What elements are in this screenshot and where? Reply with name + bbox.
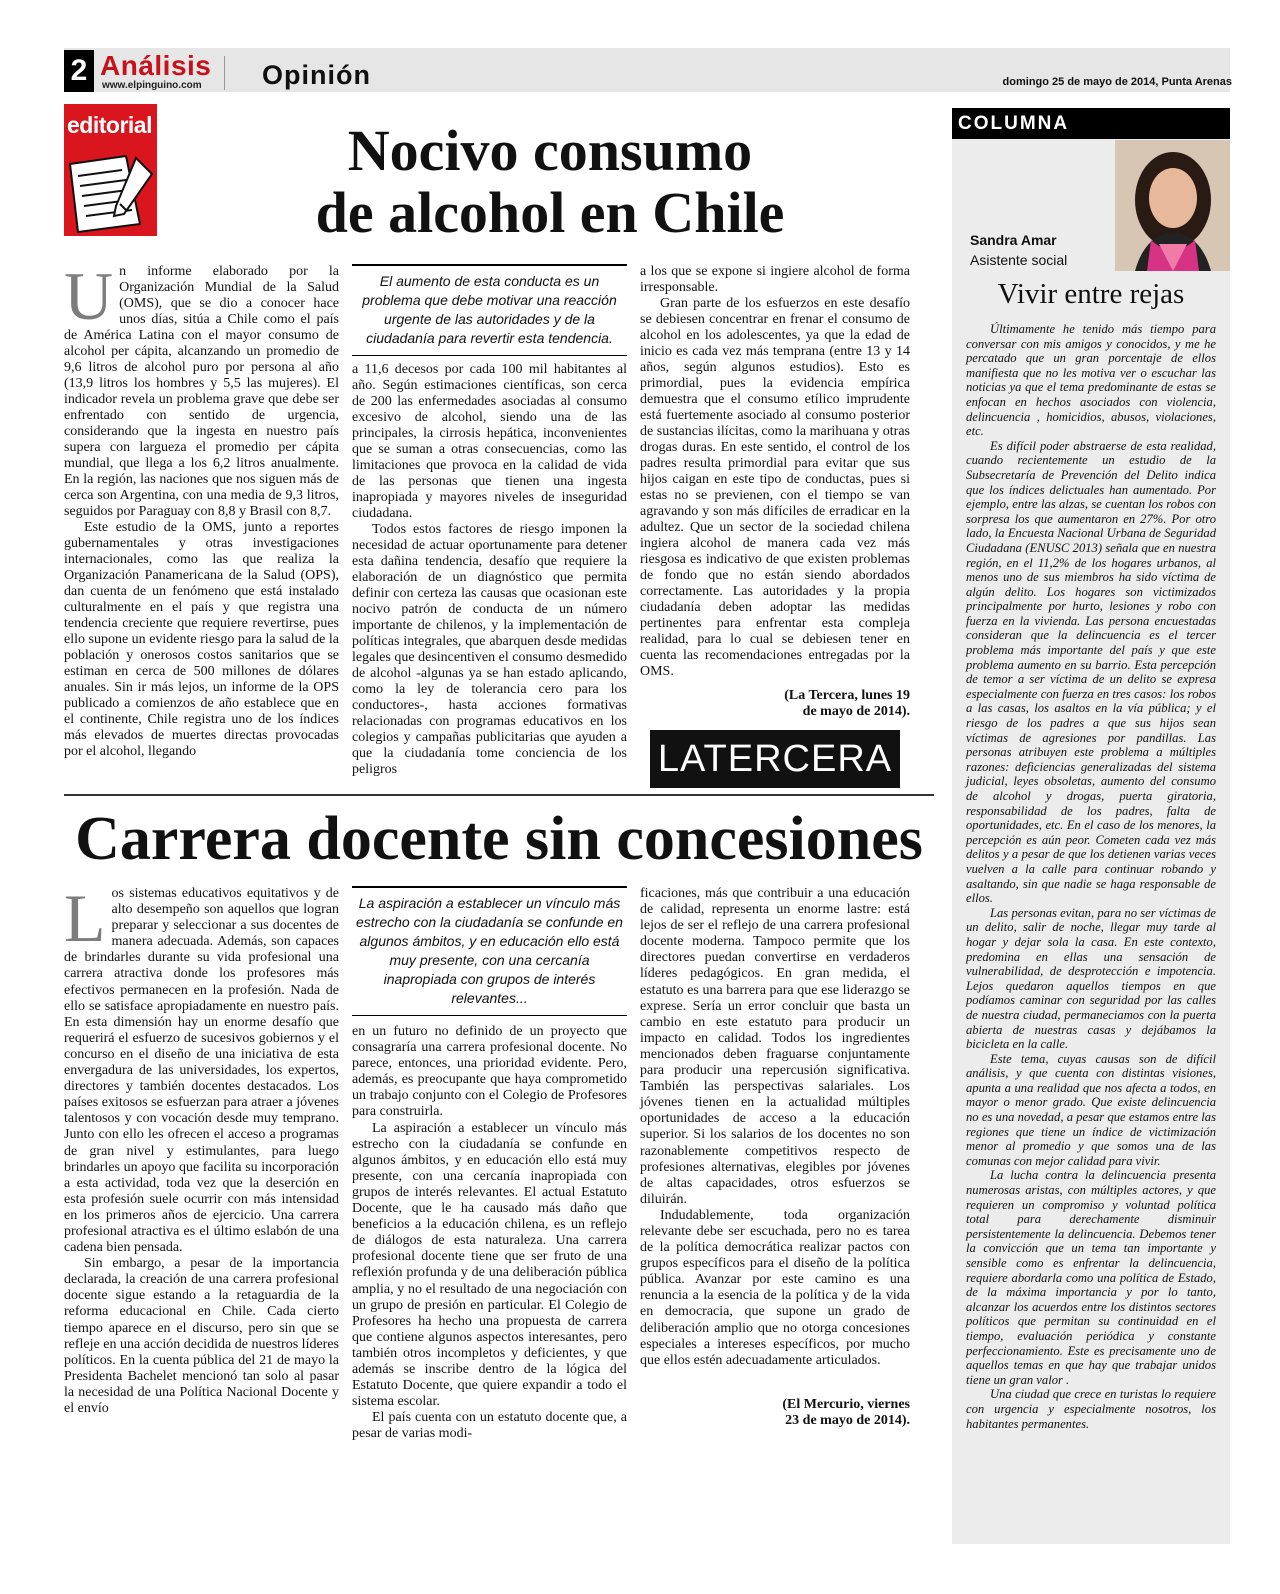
brand-logo: Análisis — [100, 50, 212, 81]
carrera-source-line1: (El Mercurio, viernes — [782, 1396, 910, 1412]
article-divider — [64, 794, 934, 796]
brand-url: www.elpinguino.com — [102, 80, 202, 91]
editorial-source — [640, 688, 910, 720]
author-portrait-icon — [1115, 140, 1230, 271]
pen-paper-icon — [64, 104, 157, 236]
carrera-paragraph: El país cuenta con un estatuto docente que, a pesar de varias modi- — [352, 1410, 627, 1442]
editorial-paragraph: Este estudio de la OMS, junto a reportes gubernamentales y otras investigaciones internacionales, como las que realiza la Organización Panamericana de la Salud (OPS), dan cuenta de un fenómeno que está instalado culturalmente en el país y que registra una tendencia creciente que requiere revertirse, pues ello supone un evidente riesgo para la salud de la población y onerosos costos sanitarios que se estiman en cerca de 500 millones de dólares anuales. Sin ir más lejos, un informe de la OPS publicado a comienzos de año establece que en el continente, Chile registra uno de los índices más elevados de muertes directas provocadas por el alcohol, llegando — [64, 520, 339, 759]
column-header: COLUMNA — [952, 108, 1230, 139]
carrera-source-line2: 23 de mayo de 2014). — [785, 1412, 910, 1428]
carrera-paragraph: Indudablemente, toda organización relevante debe ser escuchada, pero no es tarea de la política democrática realizar pactos con grupos específicos para el diseño de la política pública. Avanzar por este camino es una renuncia a la esencia de la política y de la vida en democracia, que supone un grado de deliberación amplio que no otorga concesiones especiales a intereses específicos, por mucho que ellos estén adecuadamente articulados. — [640, 1207, 910, 1368]
carrera-paragraph: Sin embargo, a pesar de la importancia declarada, la creación de una carrera profesional docente sigue estando a la retaguardia de la reforma educacional en Chile. Cada cierto tiempo aparece en el discurso, pero sin que se refleje en una acción decidida de nuestros líderes políticos. En la cuenta pública del 21 de mayo la Presidenta Bachelet mencionó tan solo al pasar la necesidad de una Política Nacional Docente y el envío — [64, 1256, 339, 1416]
carrera-headline: Carrera docente sin concesiones — [75, 805, 923, 873]
editorial-column-2 — [352, 264, 627, 778]
carrera-pullquote: La aspiración a establecer un vínculo más estrecho con la ciudadanía se confunde en algunos ámbitos, y en educación ello está muy presente, con una cercanía inapropiada con grupos de interés relevantes... — [352, 886, 627, 1016]
column-body — [966, 322, 1216, 1431]
editorial-paragraph: Gran parte de los esfuerzos en este desafío se debiesen concentrar en frenar el consumo de alcohol en los adolescentes, ya que la edad de inicio es cada vez más temprana (entre 13 y 14 años, según algunos estudios). Esto es primordial, pues la evidencia empírica demuestra que el consumo etílico imprudente está fuertemente asociado al consumo posterior de sustancias ilícitas, como la marihuana y otras drogas duras. En este sentido, el control de los padres resulta primordial para evitar que sus hijos caigan en este tipo de conductas, pues si estas no se previenen, con el tiempo se van agravando y son más difíciles de erradicar en la adultez. Que un sector de la sociedad chilena ingiera alcohol de manera cada vez más riesgosa es indicativo de que existen problemas de fondo que no están siendo abordados correctamente. Las autoridades y la propia ciudadanía deben adoptar las medidas pertinentes para enfrentar esta compleja realidad, para lo cual se debiesen tener en cuenta las recomendaciones entregadas por la OMS. — [640, 296, 910, 679]
carrera-column-2 — [352, 886, 627, 1442]
editorial-badge — [64, 104, 157, 236]
editorial-dropcap: U — [64, 258, 114, 334]
column-paragraph: Las personas evitan, para no ser víctimas de un delito, salir de noche, llegar muy tarde al hogar y dejar sola la casa. En este contexto, predomina en ellas una sensación de vulnerabilidad, de desprotección e impotencia. Lejos quedaron aquellos tiempos en que podíamos caminar con seguridad por las calles de nuestra ciudad, permaneciamos con la puerta abierta de nuestras casas y dejábamos la bicicleta en la calle. — [966, 905, 1216, 1052]
carrera-source — [640, 1397, 910, 1429]
carrera-paragraph: ficaciones, más que contribuir a una educación de calidad, representa un enorme lastre: está lejos de ser el reflejo de una carrera profesional docente moderna. Tampoco permite que los directores puedan convertirse en verdaderos líderes pedagógicos. En gran medida, el estatuto es una barrera para que ese liderazgo se exprese. Sería un error concluir que basta un cambio en este estatuto para producir un impacto en calidad. Todos los ingredientes mencionados deben fraguarse conjuntamente para producir una repercusión significativa. También las perspectivas salariales. Los jóvenes tienen en la actualidad múltiples oportunidades de acceso a la educación superior. Si los salarios de los docentes no son razonablemente competitivos respecto de profesiones alternativas, elegibles por jóvenes de altas capacidades, otros esfuerzos se diluirán. — [640, 886, 910, 1207]
carrera-column-1 — [64, 880, 339, 1417]
carrera-column-3 — [640, 886, 910, 1429]
issue-date: domingo 25 de mayo de 2014, Punta Arenas — [1002, 76, 1232, 88]
editorial-paragraph: a 11,6 decesos por cada 100 mil habitantes al año. Según estimaciones científicas, son cerca de 200 las enfermedades asociadas al consumo excesivo de alcohol, siendo una de las principales, la cirrosis hepática, inconvenientes que se suman a otras consecuencias, como las limitaciones que provoca en la calidad de vida de las personas que tienen una ingesta inapropiada y mayores niveles de inseguridad ciudadana. — [352, 362, 627, 521]
column-paragraph: Es difícil poder abstraerse de esta realidad, cuando recientemente un estudio de la Subsecretaría de Prevención del Delito indica que los índices delictuales han aumentado. Por ejemplo, entre las alzas, se cuentan los robos con sorpresa los que aumentaron en 27%. Por otro lado, la Encuesta Nacional Urbana de Seguridad Ciudadana (ENUSC 2013) señala que en nuestra región, en el 11,2% de los hogares urbanos, al menos uno de sus miembros ha sido víctima de algún delito. Los hogares son victimizados principalmente por hurto, lesiones y robo con fuerza en la vivienda. Las persona encuestadas consideran que la delincuencia es el tercer problema más importante del país y que este problema aumento en su barrio. Esta percepción de temor a ser víctima de un delito se expresa especialmente con fuerza en tres casos: los robos a las casas, los asaltos en la vía pública; y el riesgo de los padres a que sus hijos sean víctimas de agresiones por pandillas. Las personas atribuyen este problema a múltiples razones: deficiencias generalizadas del sistema judicial, leyes obsoletas, aumento del consumo de alcohol y drogas, puerta giratoria, responsabilidad de los padres, falta de oportunidades, etc. En el caso de los menores, la percepción es aún peor. Cometen cada vez más delitos y a pesar de que los detienen varias veces vuelven a la calle para continuar robando y asaltando, sin que nadie se haga responsable de ellos. — [966, 438, 1216, 906]
editorial-headline — [240, 120, 860, 244]
carrera-dropcap: L — [64, 880, 106, 956]
column-paragraph: Este tema, cuyas causas son de difícil análisis, y que cuenta con distintas visiones, apunta a una realidad que nos afecta a todos, en mayor o menor grado. Que existe delincuencia no es una novedad, a pesar que estamos entre las regiones que tiene un índice de victimización menor al promedio y que somos una de las comunas con mejor calidad para vivir. — [966, 1051, 1216, 1168]
column-paragraph: Una ciudad que crece en turistas lo requiere con urgencia y especialmente nosotros, los habitantes permanentes. — [966, 1387, 1216, 1431]
page-number: 2 — [64, 50, 94, 92]
author-role: Asistente social — [970, 252, 1068, 268]
editorial-source-line1: (La Tercera, lunes 19 — [784, 688, 910, 703]
column-title: Vivir entre rejas — [997, 278, 1185, 310]
editorial-headline-line2: de alcohol en Chile — [315, 180, 785, 245]
carrera-paragraph: La aspiración a establecer un vínculo más estrecho con la ciudadanía se confunde en algunos ámbitos, y en educación ello está muy presente, con una cercanía inapropiada con grupos de interés relevantes. El actual Estatuto Docente, que le ha causado más daño que beneficios a la educación chilena, es un reflejo de diálogos de esta naturaleza. Una carrera profesional docente tiene que ser fruto de una reflexión profunda y de una deliberación pública amplia, y no el resultado de una negociación con un grupo de presión en particular. El Colegio de Profesores ha hecho una propuesta de carrera que contiene algunos aspectos interesantes, pero también otros incompletos y deficientes, y que además se inscribe dentro de la lógica del Estatuto Docente, que quiere expandir a todo el sistema escolar. — [352, 1120, 627, 1410]
carrera-paragraph: en un futuro no definido de un proyecto que consagraría una carrera profesional docente. No parece, entonces, una prioridad evidente. Pero, además, es preocupante que haya comprometido un trabajo conjunto con el Colegio de Profesores para construirla. — [352, 1024, 627, 1120]
author-name: Sandra Amar — [970, 232, 1057, 248]
editorial-pullquote: El aumento de esta conducta es un problema que debe motivar una reacción urgente de las autoridades y de la ciudadanía para revertir esta tendencia. — [352, 264, 627, 356]
editorial-badge-label: editorial — [67, 112, 152, 138]
la-tercera-logo: LATERCERA — [650, 730, 900, 788]
editorial-headline-line1: Nocivo consumo — [347, 118, 753, 183]
carrera-paragraph: os sistemas educativos equitativos y de alto desempeño son aquellos que logran preparar y seleccionar a sus docentes de manera adecuada. Además, son capaces de brindarles durante su vida profesional una carrera atractiva donde los profesores más efectivos permanecen en la profesión. Nada de ello se satisface apropiadamente en nuestro país. En esta dimensión hay un enorme desafío que requerirá el esfuerzo de sucesivos gobiernos y el concurso en el diseño de una iniciativa de esta envergadura de las universidades, los expertos, directores y también docentes destacados. Los países exitosos se esfuerzan para atraer a jóvenes talentosos y con vocación desde muy temprano. Junto con ello les ofrecen el acceso a programas de gran nivel y estimulantes, para luego brindarles un apoyo que facilita su incorporación a esta actividad, toda vez que la deserción en esta profesión suele ocurrir con más intensidad en los primeros años de ejercicio. Una carrera profesional atractiva es el último eslabón de una cadena bien pensada. — [64, 886, 339, 1256]
column-paragraph: Últimamente he tenido más tiempo para conversar con mis amigos y conocidos, y me he percatado que un gran porcentaje de ellos manifiesta que no les motiva ver o escuchar las noticias ya que el tema predominante de estas se enfocan en hechos asociados con violencia, delincuencia , homicidios, abusos, violaciones, etc. — [966, 322, 1216, 439]
header-divider — [224, 56, 225, 90]
editorial-paragraph: a los que se expone si ingiere alcohol de forma irresponsable. — [640, 264, 910, 295]
editorial-source-line2: de mayo de 2014). — [802, 704, 910, 719]
editorial-column-1 — [64, 258, 339, 760]
author-photo — [1115, 140, 1230, 271]
column-paragraph: La lucha contra la delincuencia presenta numerosas aristas, con múltiples actores, y que requieren un compromiso y voluntad política total para derechamente disminuir persistentemente la delincuencia. Debemos tener la convicción que un tema tan importante y sensible como es enfrentar la delincuencia, requiere abordarla como una política de Estado, de la máxima importancia y por lo tanto, alcanzar los acuerdos entre los distintos sectores políticos que permitan su continuidad en el tiempo, evaluación periódica y constante perfeccionamiento. Este es precisamente uno de aquellos temas en que hay que trabajar unidos tiene un gran valor . — [966, 1168, 1216, 1387]
editorial-column-3 — [640, 264, 910, 788]
section-title: Opinión — [262, 60, 371, 90]
editorial-paragraph: Todos estos factores de riesgo imponen la necesidad de actuar oportunamente para detener esta dañina tendencia, desafío que requiere la elaboración de un diagnóstico que permita definir con certeza las causas que ocasionan este nocivo patrón de conducta de un número importante de chilenos, y la implementación de políticas integrales, que abarquen desde medidas legales que desincentiven el consumo desmedido de alcohol -algunas ya se han estado aplicando, como la ley de tolerancia cero para los conductores-, hasta acciones formativas relacionadas con programas educativos en los colegios y campañas publicitarias que ayuden a que la ciudadanía tome conciencia de los peligros — [352, 522, 627, 777]
editorial-paragraph: n informe elaborado por la Organización Mundial de la Salud (OMS), que se dio a conocer hace unos días, sitúa a Chile como el país de América Latina con el mayor consumo de alcohol per cápita, alcanzando un promedio de 9,6 litros de alcohol puro por persona al año (13,9 litros los hombres y 5,5 las mujeres). El indicador revela un problema grave que debe ser enfrentado con sentido de urgencia, considerando que la ingesta en nuestro país supera con largueza el promedio per cápita mundial, que llega a los 6,2 litros anualmente. En la región, las naciones que nos siguen más de cerca son Argentina, con una media de 9,3 litros, seguidos por Paraguay con 8,8 y Brasil con 8,7. — [64, 264, 339, 519]
